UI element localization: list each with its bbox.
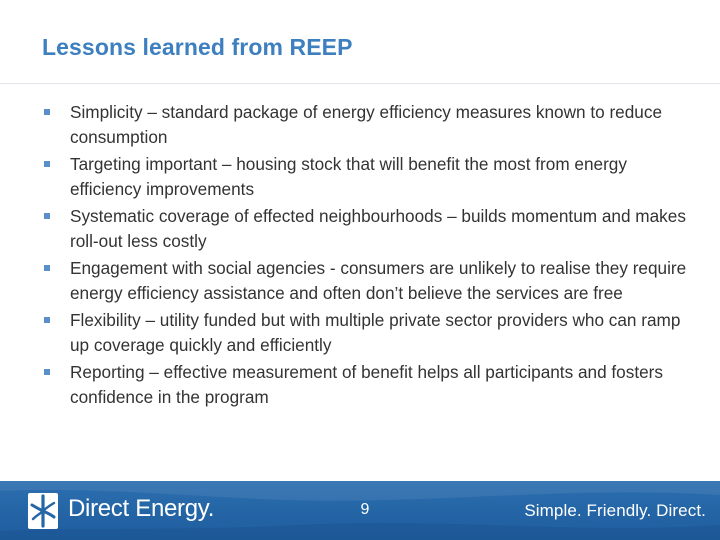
slide-title: Lessons learned from REEP	[42, 34, 353, 60]
footer-bar	[0, 481, 720, 540]
bullet-text: Flexibility – utility funded but with multiple private sector providers who can ramp up coverage quickly and efficiently	[70, 310, 681, 355]
title-divider	[0, 83, 720, 84]
square-bullet-icon	[44, 369, 50, 375]
square-bullet-icon	[44, 161, 50, 167]
bullet-item-engagement	[44, 256, 694, 305]
square-bullet-icon	[44, 265, 50, 271]
bullet-item-simplicity	[44, 100, 694, 149]
brand-name: Direct Energy.	[68, 495, 215, 522]
square-bullet-icon	[44, 317, 50, 323]
bullet-text: Systematic coverage of effected neighbourhoods – builds momentum and makes roll-out less costly	[70, 206, 686, 251]
page-number: 9	[360, 501, 370, 518]
bullet-item-targeting	[44, 152, 694, 201]
bullet-item-reporting	[44, 360, 694, 409]
bullet-text: Reporting – effective measurement of benefit helps all participants and fosters confidence in the program	[70, 362, 663, 407]
bullet-text: Targeting important – housing stock that will benefit the most from energy efficiency improvements	[70, 154, 627, 199]
tagline: Simple. Friendly. Direct.	[524, 501, 706, 520]
square-bullet-icon	[44, 109, 50, 115]
bullet-text: Engagement with social agencies - consumers are unlikely to realise they require energy efficiency assistance and often don’t believe the services are free	[70, 258, 687, 303]
direct-energy-logo-icon	[28, 493, 58, 529]
bullet-item-systematic-coverage	[44, 204, 694, 253]
bullet-item-flexibility	[44, 308, 694, 357]
bullet-list	[44, 100, 694, 412]
bullet-text: Simplicity – standard package of energy efficiency measures known to reduce consumption	[70, 102, 663, 147]
square-bullet-icon	[44, 213, 50, 219]
